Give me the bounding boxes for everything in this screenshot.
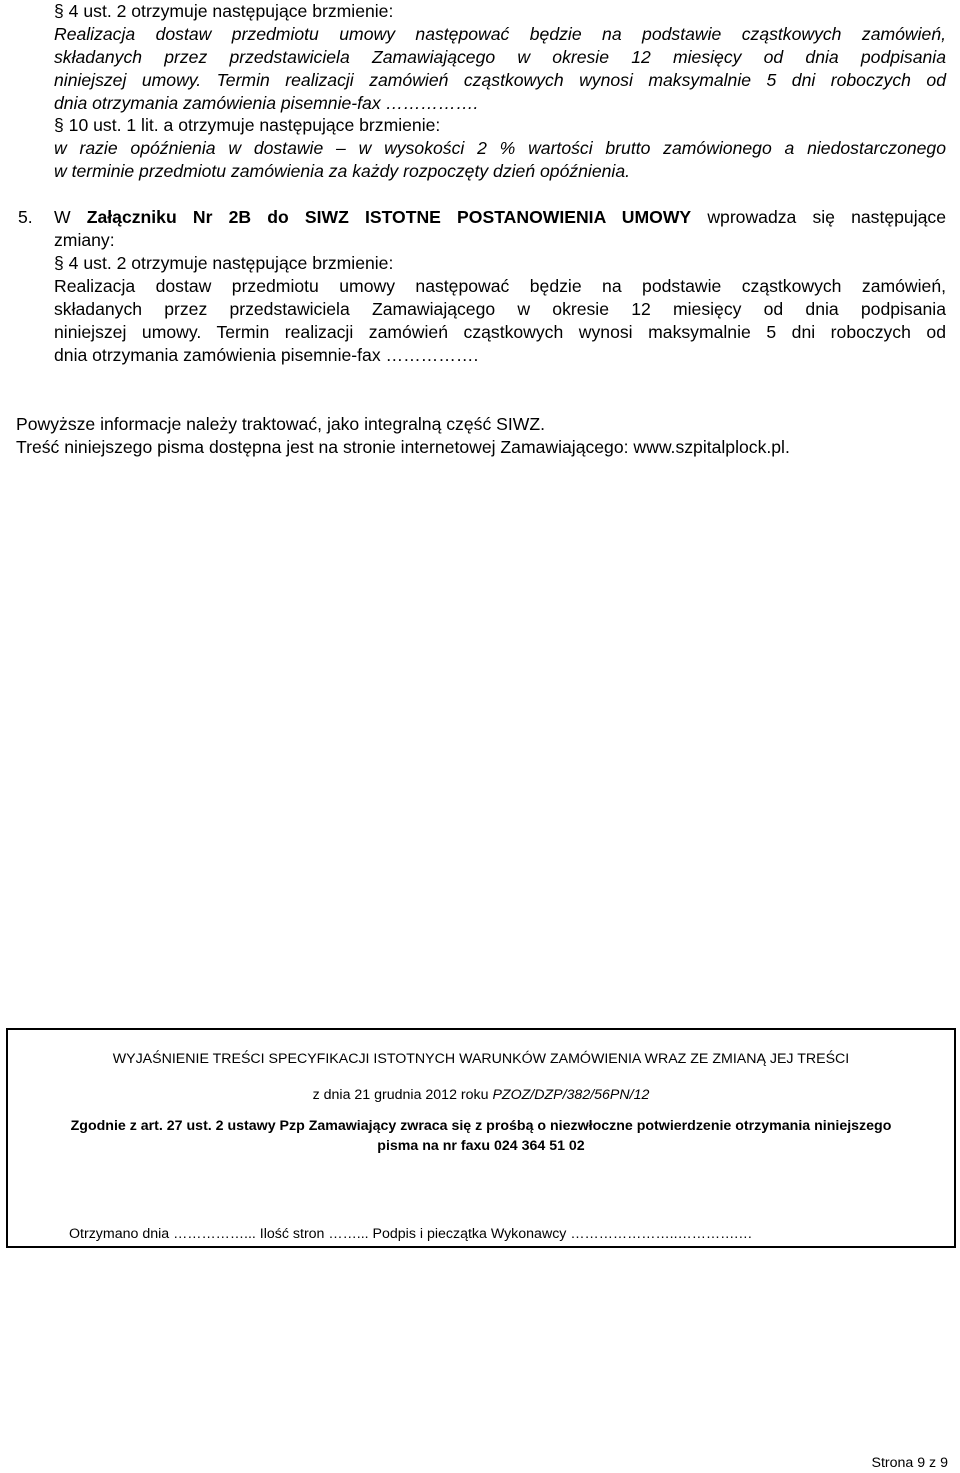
paragraph-line: Realizacja dostaw przedmiotu umowy następować będzie na podstawie cząstkowych zamówień, <box>54 276 946 296</box>
paragraph-line: składanych przez przedstawiciela Zamawiającego w okresie 12 miesięcy od dnia podpisania <box>54 299 946 319</box>
section-heading-4-2: § 4 ust. 2 otrzymuje następujące brzmienie: <box>54 1 394 21</box>
confirmation-box <box>6 1028 956 1248</box>
box-title: WYJAŚNIENIE TREŚCI SPECYFIKACJI ISTOTNYCH WARUNKÓW ZAMÓWIENIA WRAZ ZE ZMIANĄ JEJ TREŚCI <box>112 1051 850 1067</box>
section-heading-4-2: § 4 ust. 2 otrzymuje następujące brzmienie: <box>54 253 394 273</box>
paragraph-line: dnia otrzymania zamówienia pisemnie-fax ……………. <box>54 93 479 113</box>
section-sign: § <box>54 1 64 21</box>
item-5-heading: W Załączniku Nr 2B do SIWZ ISTOTNE POSTANOWIENIA UMOWY wprowadza się następujące <box>54 207 946 227</box>
item-5-heading-cont: zmiany: <box>54 230 115 250</box>
paragraph-line: składanych przez przedstawiciela Zamawiającego w okresie 12 miesięcy od dnia podpisania <box>54 47 946 67</box>
section-heading-10-1a: § 10 ust. 1 lit. a otrzymuje następujące brzmienie: <box>54 115 441 135</box>
paragraph-line: dnia otrzymania zamówienia pisemnie-fax ……………. <box>54 345 479 365</box>
closing-line: Powyższe informacje należy traktować, jako integralną część SIWZ. <box>16 414 545 434</box>
box-instruction: pisma na nr faxu 024 364 51 02 <box>377 1138 585 1154</box>
section-sign: § <box>54 115 64 135</box>
receipt-line: Otrzymano dnia ……………... Ilość stron ……... Podpis i pieczątka Wykonawcy …………………..………….… <box>69 1226 753 1242</box>
paragraph-line: w razie opóźnienia w dostawie – w wysokości 2 % wartości brutto zamówionego a niedostarczonego <box>54 138 946 158</box>
section-sign: § <box>54 253 64 273</box>
paragraph-line: Realizacja dostaw przedmiotu umowy następować będzie na podstawie cząstkowych zamówień, <box>54 24 946 44</box>
item-number: 5. <box>18 207 33 227</box>
box-instruction: Zgodnie z art. 27 ust. 2 ustawy Pzp Zamawiający zwraca się z prośbą o niezwłoczne potwierdzenie otrzymania niniejszego <box>70 1118 892 1134</box>
box-date: z dnia 21 grudnia 2012 roku PZOZ/DZP/382/56PN/12 <box>312 1087 650 1103</box>
paragraph-line: w terminie przedmiotu zamówienia za każdy rozpoczęty dzień opóźnienia. <box>54 161 630 181</box>
closing-line: Treść niniejszego pisma dostępna jest na stronie internetowej Zamawiającego: www.szpitalplock.pl. <box>16 437 790 457</box>
page-number: Strona 9 z 9 <box>871 1455 948 1471</box>
paragraph-line: niniejszej umowy. Termin realizacji zamówień cząstkowych wynosi maksymalnie 5 dni roboczych od <box>54 322 946 342</box>
reference-number: PZOZ/DZP/382/56PN/12 <box>492 1087 650 1103</box>
paragraph-line: niniejszej umowy. Termin realizacji zamówień cząstkowych wynosi maksymalnie 5 dni roboczych od <box>54 70 946 90</box>
